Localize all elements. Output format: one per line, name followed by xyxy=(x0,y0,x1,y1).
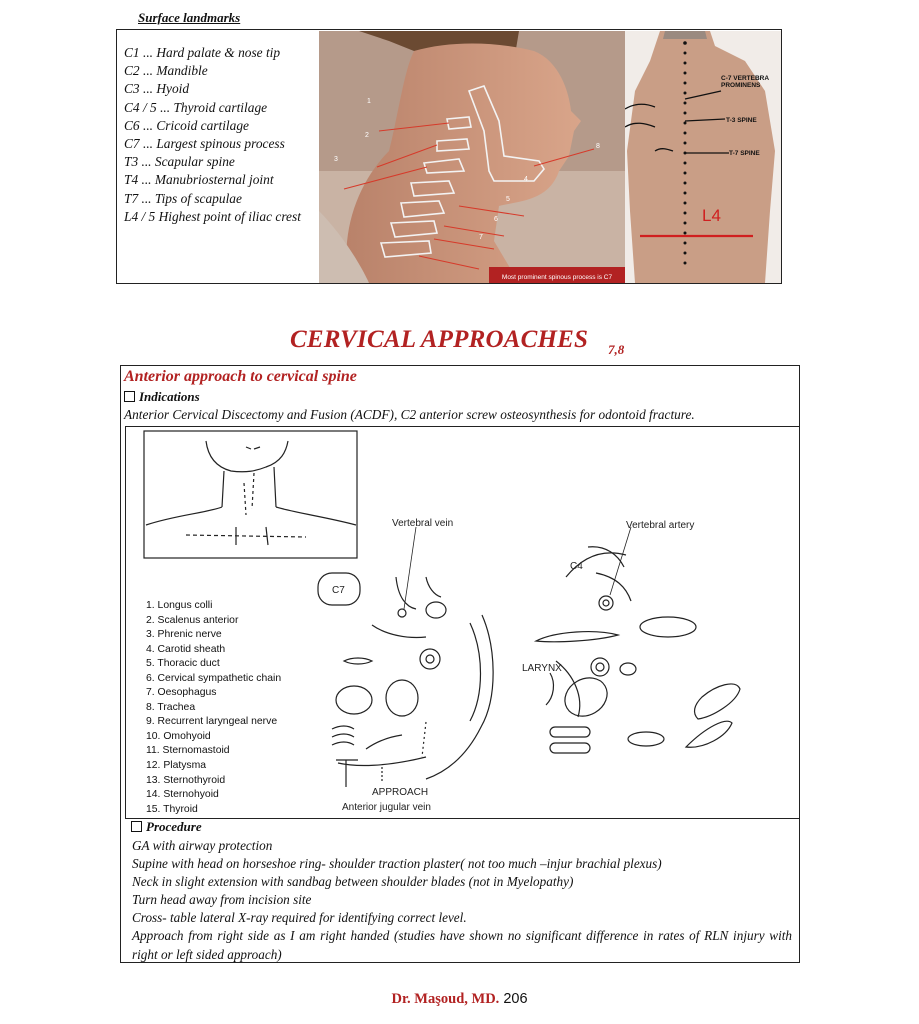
legend-item: 3. Phrenic nerve xyxy=(146,629,222,641)
neck-number: 3 xyxy=(334,156,338,163)
legend-item: 8. Trachea xyxy=(146,701,196,713)
legend-item: 12. Platysma xyxy=(146,760,207,772)
landmark-item: C1 ... Hard palate & nose tip xyxy=(124,45,281,60)
landmark-item: L4 / 5 Highest point of iliac crest xyxy=(124,208,301,224)
t3-label: T-3 SPINE xyxy=(726,117,757,124)
procedure-step: GA with airway protection xyxy=(132,838,273,853)
legend-item: 10. Omohyoid xyxy=(146,730,211,742)
procedure-step: Supine with head on horseshoe ring- shoulder traction plaster( not too much –injur brachial plexus) xyxy=(132,856,662,872)
neck-photo-caption: Most prominent spinous process is C7 xyxy=(501,274,613,281)
legend-item: 5. Thoracic duct xyxy=(146,658,220,670)
legend-item: 4. Carotid sheath xyxy=(146,643,226,655)
neck-number: 8 xyxy=(596,143,600,150)
figure-legend xyxy=(146,599,281,817)
page-number: 206 xyxy=(503,991,528,1007)
checkbox-icon xyxy=(131,821,142,832)
indications-label: Indications xyxy=(139,389,200,404)
landmark-item: C2 ... Mandible xyxy=(124,63,208,79)
neck-number: 5 xyxy=(506,196,510,203)
reference-numbers: 7,8 xyxy=(608,342,625,357)
procedure-step: Neck in slight extension with sandbag between shoulder blades (not in Myelopathy) xyxy=(132,874,574,890)
anterior-approach-title: Anterior approach to cervical spine xyxy=(124,368,357,385)
procedure-divider xyxy=(125,818,800,819)
vertebral-vein-vessel xyxy=(398,609,406,617)
c7-label: C7 xyxy=(332,585,345,596)
landmark-item: C7 ... Largest spinous process xyxy=(124,136,285,152)
procedure-step: Approach from right side as I am right handed (studies have shown no significant difference in rates of RLN injury with right or left sided approach) xyxy=(132,928,792,962)
indications-text: Anterior Cervical Discectomy and Fusion (ACDF), C2 anterior screw osteosynthesis for odontoid fracture. xyxy=(124,407,695,422)
landmark-item: T4 ... Manubriosternal joint xyxy=(124,172,274,188)
legend-item: 13. Sternothyroid xyxy=(146,774,226,786)
landmark-item: C4 / 5 ... Thyroid cartilage xyxy=(124,99,268,115)
checkbox-icon xyxy=(124,391,135,402)
legend-item: 9. Recurrent laryngeal nerve xyxy=(146,716,278,728)
legend-item: 1. Longus colli xyxy=(146,600,213,611)
landmark-item: T3 ... Scapular spine xyxy=(124,154,235,170)
back-landmarks-photo xyxy=(625,31,781,283)
landmarks-list xyxy=(124,44,308,226)
page-footer xyxy=(0,991,919,1008)
indications-heading xyxy=(124,389,200,405)
neck-number: 2 xyxy=(365,132,369,139)
legend-item: 11. Sternomastoid xyxy=(146,745,230,757)
footer-author: Dr. Maşoud, MD. xyxy=(391,991,500,1007)
neck-profile-photo xyxy=(319,31,625,283)
landmark-item: C6 ... Cricoid cartilage xyxy=(124,117,249,133)
procedure-heading xyxy=(131,819,202,835)
anterior-jugular-vein-label: Anterior jugular vein xyxy=(342,802,431,813)
neck-number: 6 xyxy=(494,216,498,223)
landmark-item: T7 ... Tips of scapulae xyxy=(124,190,242,206)
legend-item: 7. Oesophagus xyxy=(146,687,217,699)
legend-item: 2. Scalenus anterior xyxy=(146,614,239,626)
vertebral-vein-label: Vertebral vein xyxy=(392,518,454,529)
landmark-item: C3 ... Hyoid xyxy=(124,81,190,97)
procedure-step: Cross- table lateral X-ray required for identifying correct level. xyxy=(132,910,467,926)
neck-number: 4 xyxy=(524,176,528,183)
neck-sketch-frame xyxy=(144,431,357,558)
legend-item: 14. Sternohyoid xyxy=(146,789,219,801)
larynx-label: LARYNX xyxy=(522,663,562,674)
c4-label: C4 xyxy=(570,561,583,572)
legend-item: 6. Cervical sympathetic chain xyxy=(146,672,282,684)
section-title: CERVICAL APPROACHES xyxy=(290,326,589,353)
t7-label: T-7 SPINE xyxy=(729,150,760,157)
legend-item: 15. Thyroid xyxy=(146,803,198,815)
l4-label: L4 xyxy=(702,206,721,225)
procedure-step: Turn head away from incision site xyxy=(132,892,312,908)
c7-label: C-7 VERTEBRA PROMINENS xyxy=(721,75,769,89)
procedure-label: Procedure xyxy=(146,819,202,834)
approach-label: APPROACH xyxy=(372,787,429,798)
neck-number: 1 xyxy=(367,98,371,105)
vertebral-artery-label: Vertebral artery xyxy=(626,520,695,531)
neck-number: 7 xyxy=(479,234,483,241)
procedure-list xyxy=(132,837,792,964)
surface-landmarks-title: Surface landmarks xyxy=(138,10,241,25)
